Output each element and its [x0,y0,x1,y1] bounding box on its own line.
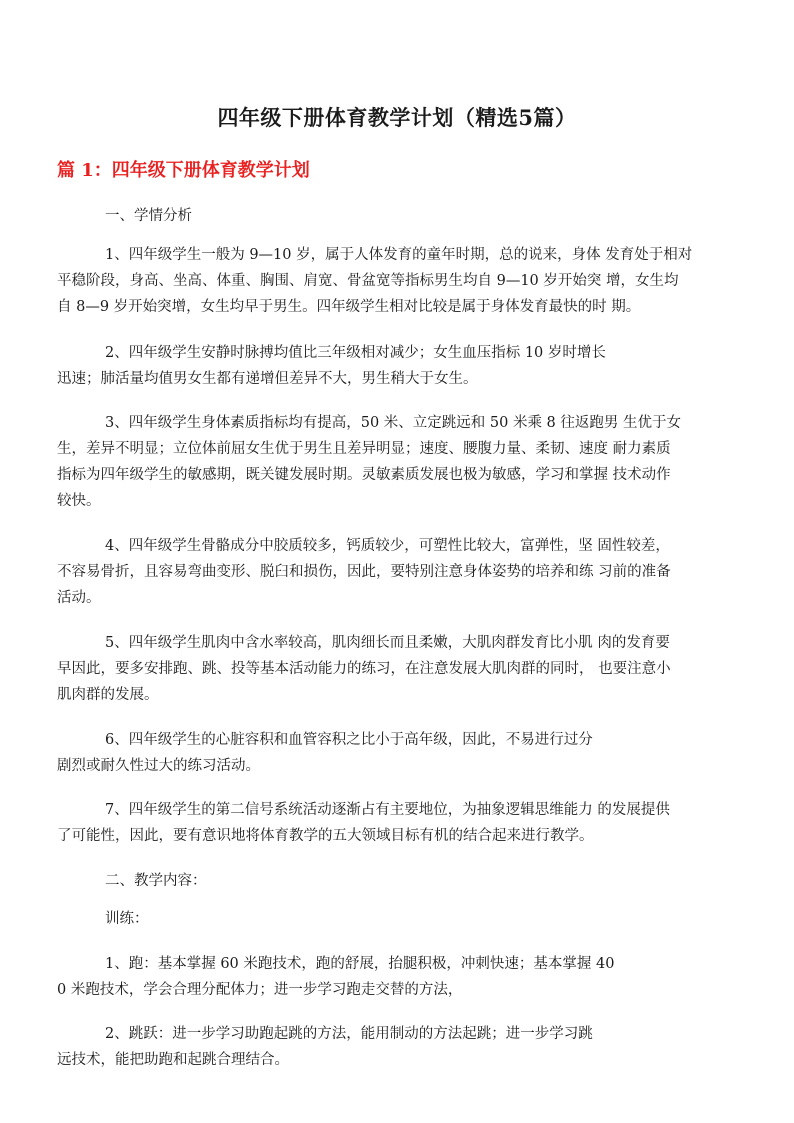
paragraph-line: 迅速；肺活量均值男女生都有递增但差异不大，男生稍大于女生。 [57,371,478,387]
paragraph-line: 4、四年级学生骨骼成分中胶质较多，钙质较少，可塑性比较大，富弹性，坚 固性较差， [105,538,670,554]
paragraph-heading-analysis [57,203,747,229]
paragraph-jumping [57,1021,747,1073]
paragraph-2 [57,340,747,392]
paragraph-line: 剧烈或耐久性过大的练习活动。 [57,758,260,774]
paragraph-7 [57,797,747,849]
paragraph-heading-content [57,868,747,894]
paragraph-line: 平稳阶段，身高、坐高、体重、胸围、肩宽、骨盆宽等指标男生均自 9—10 岁开始突 增，女生均 [57,273,679,289]
paragraph-line: 肌肉群的发展。 [57,687,159,703]
paragraph-line: 远技术，能把助跑和起跳合理结合。 [57,1052,289,1068]
paragraph-line: 7、四年级学生的第二信号系统活动逐渐占有主要地位，为抽象逻辑思维能力 的发展提供 [105,802,670,818]
paragraph-line: 2、跳跃：进一步学习助跑起跳的方法，能用制动的方法起跳；进一步学习跳 [105,1026,593,1042]
paragraph-3 [57,410,747,514]
section-heading: 篇 1：四年级下册体育教学计划 [57,160,310,181]
paragraph-line: 3、四年级学生身体素质指标均有提高，50 米、立定跳远和 50 米乘 8 往返跑男 生优于女 [105,415,682,431]
paragraph-line: 5、四年级学生肌肉中含水率较高，肌肉细长而且柔嫩，大肌肉群发育比小肌 肉的发育要 [105,635,670,651]
paragraph-4 [57,533,747,611]
paragraph-line: 0 米跑技术，学会合理分配体力；进一步学习跑走交替的方法， [57,982,463,998]
paragraph-line: 2、四年级学生安静时脉搏均值比三年级相对减少；女生血压指标 10 岁时增长 [105,345,606,361]
paragraph-line: 了可能性，因此，要有意识地将体育教学的五大领域目标有机的结合起来进行教学。 [57,828,594,844]
paragraph-line: 1、四年级学生一般为 9—10 岁，属于人体发育的童年时期，总的说来，身体 发育处于相对 [105,247,693,263]
paragraph-line: 不容易骨折，且容易弯曲变形、脱臼和损伤，因此，要特别注意身体姿势的培养和练 习前的准备 [57,564,671,580]
paragraph-running [57,951,747,1003]
paragraph-line: 较快。 [57,493,101,509]
paragraph-line: 活动。 [57,590,101,606]
paragraph-line: 生，差异不明显；立位体前屈女生优于男生且差异明显；速度、腰腹力量、柔韧、速度 耐力素质 [57,441,671,457]
paragraph-line: 1、跑：基本掌握 60 米跑技术，跑的舒展，抬腿积极，冲刺快速；基本掌握 40 [105,956,615,972]
paragraph-line: 二、教学内容： [105,873,207,889]
paragraph-training-label [57,906,747,932]
paragraph-line: 训练： [105,911,149,927]
paragraph-line: 早因此，要多安排跑、跳、投等基本活动能力的练习，在注意发展大肌肉群的同时， 也要注意小 [57,661,671,677]
paragraph-line: 自 8—9 岁开始突增，女生均早于男生。四年级学生相对比较是属于身体发育最快的时 期。 [57,299,641,315]
paragraph-6 [57,727,747,779]
paragraph-line: 一、学情分析 [105,208,192,224]
paragraph-1 [57,242,747,320]
document-title: 四年级下册体育教学计划（精选5篇） [217,105,577,130]
paragraph-5 [57,630,747,708]
paragraph-line: 6、四年级学生的心脏容积和血管容积之比小于高年级，因此，不易进行过分 [105,732,593,748]
paragraph-line: 指标为四年级学生的敏感期，既关键发展时期。灵敏素质发展也极为敏感，学习和掌握 技术动作 [57,467,671,483]
